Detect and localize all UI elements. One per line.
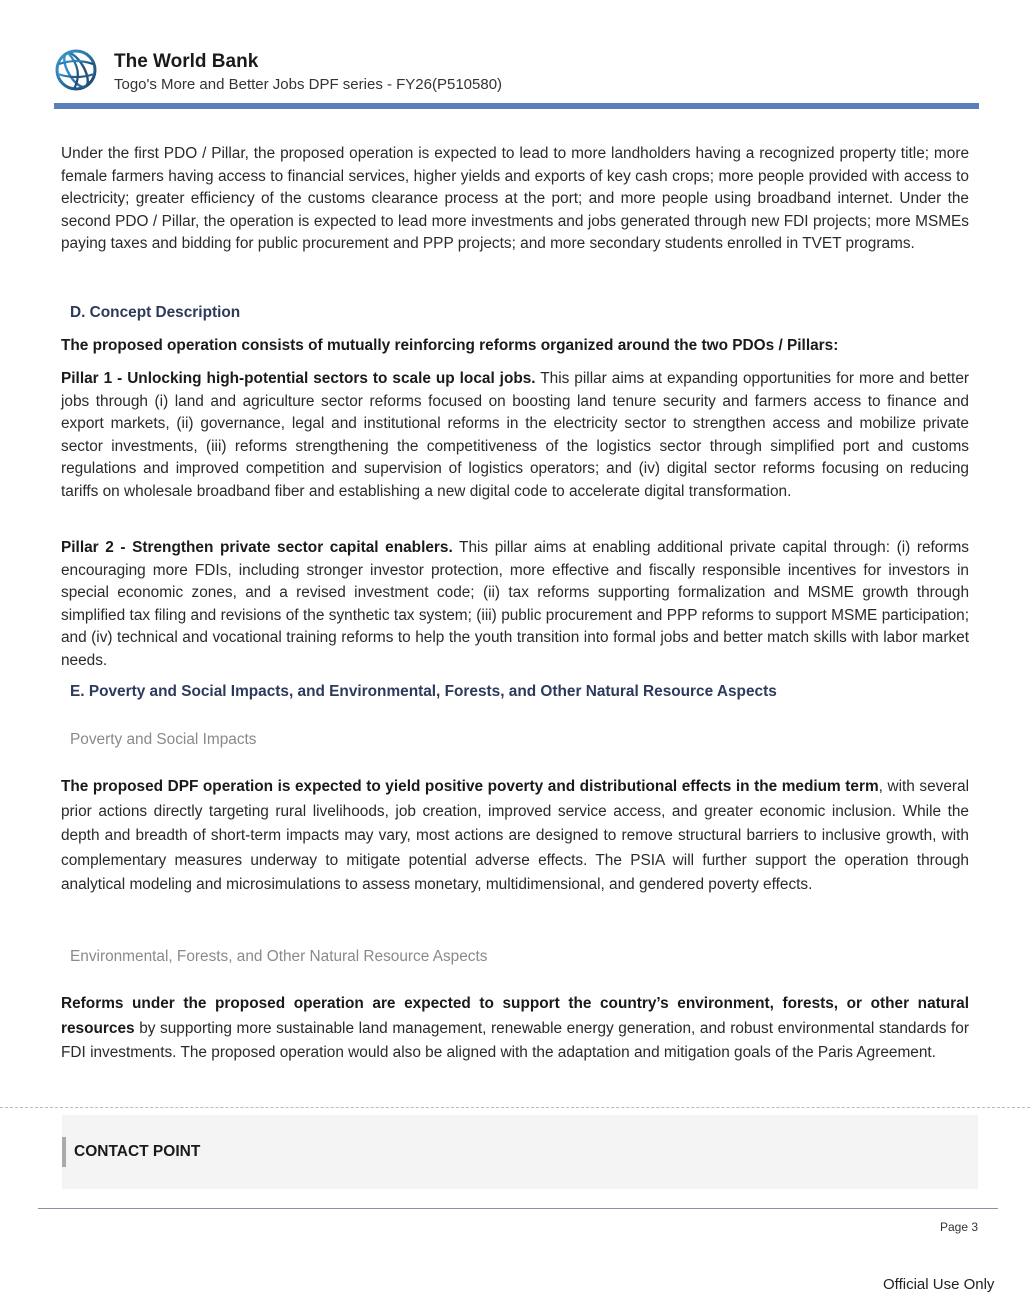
poverty-subheading: Poverty and Social Impacts [70,731,257,748]
contact-accent-bar [62,1137,66,1167]
globe-icon [54,48,98,92]
pillar-1-title: Pillar 1 - Unlocking high-potential sectors to scale up local jobs. [61,370,536,387]
environment-subheading: Environmental, Forests, and Other Natural Resource Aspects [70,948,488,965]
section-e-heading: E. Poverty and Social Impacts, and Environmental, Forests, and Other Natural Resource Aspects [70,683,777,700]
page-number: Page 3 [940,1220,979,1234]
section-divider [0,1107,1030,1108]
pillar-1-paragraph: Pillar 1 - Unlocking high-potential sectors to scale up local jobs. This pillar aims at expanding opportunities for more and better jobs through (i) land and agriculture sector reforms focused on boosting land tenure security and farmers access to finance and export markets, (ii) governance, legal and institutional reforms in the electricity sector to strengthen access and mobilize private sector investments, (iii) reforms strengthening the competitiveness of the logistics sector through simplified port and customs regulations and improved competition and supervision of logistics operators; and (iv) digital sector reforms focusing on reducing tariffs on wholesale broadband fiber and establishing a new digital code to accelerate digital transformation. [61,370,969,500]
pillar-2-title: Pillar 2 - Strengthen private sector capital enablers. [61,539,453,556]
poverty-paragraph: The proposed DPF operation is expected to yield positive poverty and distributional effects in the medium term, with several prior actions directly targeting rural livelihoods, job creation, improved service access, and greater economic inclusion. While the depth and breadth of short-term impacts may vary, most actions are designed to remove structural barriers to inclusive growth, with complementary measures underway to mitigate potential adverse effects. The PSIA will further support the operation through analytical modeling and microsimulations to assess monetary, multidimensional, and gendered poverty effects. [61,778,969,893]
contact-point-section [62,1115,978,1189]
org-name: The World Bank [114,51,259,72]
intro-paragraph: Under the first PDO / Pillar, the proposed operation is expected to lead to more landholders having a recognized property title; more female farmers having access to financial services, higher yields and exports of key cash crops; more people provided with access to electricity; greater efficiency of the customs clearance process at the port; and more people using broadband internet. Under the second PDO / Pillar, the operation is expected to lead more investments and jobs generated through new FDI projects; more MSMEs paying taxes and bidding for public procurement and PPP projects; and more secondary students enrolled in TVET programs. [61,145,969,252]
environment-paragraph: Reforms under the proposed operation are expected to support the country’s environment, forests, or other natural resources by supporting more sustainable land management, renewable energy generation, and robust environmental standards for FDI investments. The proposed operation would also be aligned with the adaptation and mitigation goals of the Paris Agreement. [61,995,969,1061]
pillar-2-paragraph: Pillar 2 - Strengthen private sector capital enablers. This pillar aims at enabling additional private capital through: (i) reforms encouraging more FDIs, including stronger investor protection, more effective and fiscally responsible incentives for investors in special economic zones, and a revised investment code; (ii) tax reforms supporting formalization and MSME growth through simplified tax filing and revisions of the synthetic tax system; (iii) public procurement and PPP reforms to support MSME participation; and (iv) technical and vocational training reforms to help the youth transition into formal jobs and better match skills with labor market needs. [61,539,969,669]
classification-label: Official Use Only [883,1276,995,1293]
footer-rule [38,1208,998,1209]
document-header [54,46,979,110]
project-title: Togo's More and Better Jobs DPF series - FY26(P510580) [114,76,503,93]
contact-point-heading: CONTACT POINT [74,1143,201,1160]
section-d-lead: The proposed operation consists of mutually reinforcing reforms organized around the two PDOs / Pillars: [61,337,839,354]
section-d-heading: D. Concept Description [70,304,241,321]
header-rule [54,103,979,109]
